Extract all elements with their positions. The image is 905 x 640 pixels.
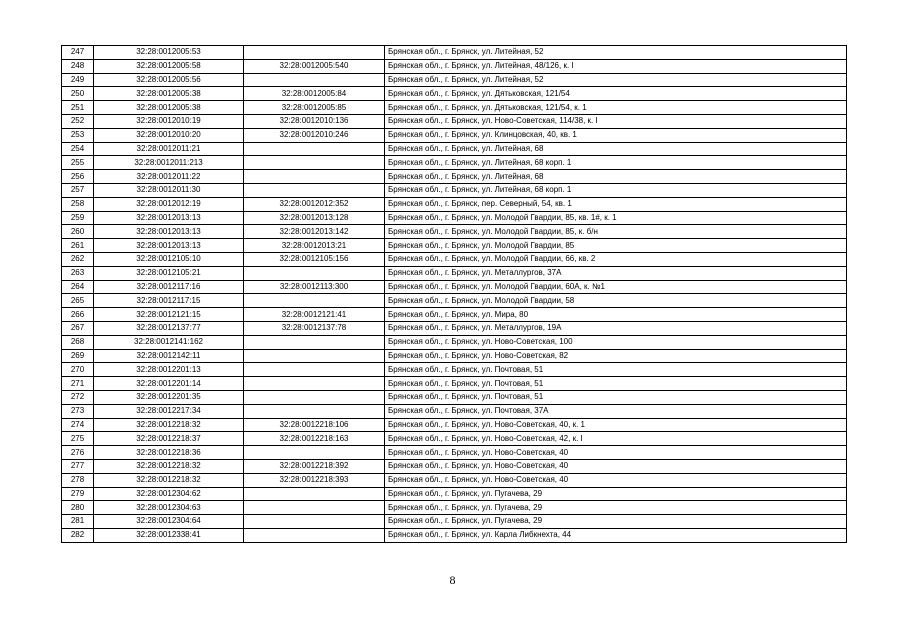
- row-number-cell: 274: [62, 418, 94, 432]
- cadastral-parcel-cell: 32:28:0012117:15: [94, 294, 244, 308]
- table-row: [62, 101, 847, 115]
- row-number-cell: 266: [62, 308, 94, 322]
- cadastral-parcel-cell: 32:28:0012013:13: [94, 211, 244, 225]
- cadastral-parcel-cell: 32:28:0012011:21: [94, 142, 244, 156]
- address-cell: Брянская обл., г. Брянск, ул. Молодой Гвардии, 85, кв. 1#, к. 1: [385, 211, 847, 225]
- cadastral-parcel-cell: 32:28:0012005:38: [94, 101, 244, 115]
- address-cell: Брянская обл., г. Брянск, ул. Металлургов, 19А: [385, 321, 847, 335]
- cadastral-object-cell: [244, 515, 385, 529]
- cadastral-parcel-cell: 32:28:0012013:13: [94, 239, 244, 253]
- cadastral-parcel-cell: 32:28:0012201:35: [94, 390, 244, 404]
- cadastral-parcel-cell: 32:28:0012121:15: [94, 308, 244, 322]
- address-cell: Брянская обл., г. Брянск, ул. Молодой Гвардии, 60А, к. №1: [385, 280, 847, 294]
- address-cell: Брянская обл., г. Брянск, ул. Почтовая, 51: [385, 390, 847, 404]
- address-cell: Брянская обл., г. Брянск, пер. Северный, 54, кв. 1: [385, 197, 847, 211]
- registry-table: [61, 45, 847, 543]
- cadastral-object-cell: 32:28:0012012:352: [244, 197, 385, 211]
- cadastral-parcel-cell: 32:28:0012117:16: [94, 280, 244, 294]
- cadastral-object-cell: 32:28:0012218:392: [244, 459, 385, 473]
- table-row: [62, 114, 847, 128]
- table-row: [62, 459, 847, 473]
- address-cell: Брянская обл., г. Брянск, ул. Мира, 80: [385, 308, 847, 322]
- cadastral-parcel-cell: 32:28:0012011:213: [94, 156, 244, 170]
- cadastral-object-cell: [244, 349, 385, 363]
- address-cell: Брянская обл., г. Брянск, ул. Молодой Гвардии, 85, к. б/н: [385, 225, 847, 239]
- row-number-cell: 259: [62, 211, 94, 225]
- cadastral-object-cell: [244, 501, 385, 515]
- table-row: [62, 197, 847, 211]
- cadastral-object-cell: [244, 73, 385, 87]
- address-cell: Брянская обл., г. Брянск, ул. Ново-Советская, 82: [385, 349, 847, 363]
- address-cell: Брянская обл., г. Брянск, ул. Почтовая, 37А: [385, 404, 847, 418]
- cadastral-parcel-cell: 32:28:0012217:34: [94, 404, 244, 418]
- row-number-cell: 250: [62, 87, 94, 101]
- row-number-cell: 247: [62, 46, 94, 60]
- cadastral-parcel-cell: 32:28:0012218:32: [94, 459, 244, 473]
- cadastral-parcel-cell: 32:28:0012011:22: [94, 170, 244, 184]
- cadastral-object-cell: [244, 487, 385, 501]
- cadastral-parcel-cell: 32:28:0012218:36: [94, 446, 244, 460]
- table-row: [62, 128, 847, 142]
- row-number-cell: 271: [62, 377, 94, 391]
- table-row: [62, 418, 847, 432]
- cadastral-object-cell: 32:28:0012113:300: [244, 280, 385, 294]
- row-number-cell: 256: [62, 170, 94, 184]
- address-cell: Брянская обл., г. Брянск, ул. Почтовая, 51: [385, 377, 847, 391]
- cadastral-object-cell: 32:28:0012218:106: [244, 418, 385, 432]
- registry-table-body: [62, 46, 847, 543]
- table-row: [62, 252, 847, 266]
- row-number-cell: 277: [62, 459, 94, 473]
- row-number-cell: 252: [62, 114, 94, 128]
- cadastral-parcel-cell: 32:28:0012304:64: [94, 515, 244, 529]
- table-row: [62, 390, 847, 404]
- cadastral-object-cell: 32:28:0012005:84: [244, 87, 385, 101]
- row-number-cell: 282: [62, 528, 94, 542]
- table-row: [62, 170, 847, 184]
- cadastral-parcel-cell: 32:28:0012141:162: [94, 335, 244, 349]
- cadastral-object-cell: 32:28:0012013:21: [244, 239, 385, 253]
- address-cell: Брянская обл., г. Брянск, ул. Ново-Советская, 40: [385, 459, 847, 473]
- table-row: [62, 308, 847, 322]
- cadastral-object-cell: 32:28:0012013:142: [244, 225, 385, 239]
- address-cell: Брянская обл., г. Брянск, ул. Ново-Советская, 40, к. 1: [385, 418, 847, 432]
- address-cell: Брянская обл., г. Брянск, ул. Молодой Гвардии, 85: [385, 239, 847, 253]
- table-row: [62, 225, 847, 239]
- cadastral-parcel-cell: 32:28:0012010:20: [94, 128, 244, 142]
- cadastral-object-cell: [244, 142, 385, 156]
- address-cell: Брянская обл., г. Брянск, ул. Ново-Советская, 100: [385, 335, 847, 349]
- address-cell: Брянская обл., г. Брянск, ул. Литейная, 52: [385, 73, 847, 87]
- cadastral-parcel-cell: 32:28:0012218:37: [94, 432, 244, 446]
- row-number-cell: 276: [62, 446, 94, 460]
- address-cell: Брянская обл., г. Брянск, ул. Литейная, 68 корп. 1: [385, 156, 847, 170]
- cadastral-parcel-cell: 32:28:0012011:30: [94, 183, 244, 197]
- row-number-cell: 261: [62, 239, 94, 253]
- address-cell: Брянская обл., г. Брянск, ул. Дятьковская, 121/54, к. 1: [385, 101, 847, 115]
- cadastral-parcel-cell: 32:28:0012012:19: [94, 197, 244, 211]
- cadastral-parcel-cell: 32:28:0012218:32: [94, 473, 244, 487]
- address-cell: Брянская обл., г. Брянск, ул. Пугачева, 29: [385, 515, 847, 529]
- cadastral-parcel-cell: 32:28:0012005:38: [94, 87, 244, 101]
- row-number-cell: 263: [62, 266, 94, 280]
- cadastral-object-cell: [244, 377, 385, 391]
- table-row: [62, 377, 847, 391]
- table-row: [62, 335, 847, 349]
- cadastral-parcel-cell: 32:28:0012005:56: [94, 73, 244, 87]
- row-number-cell: 269: [62, 349, 94, 363]
- table-row: [62, 515, 847, 529]
- cadastral-object-cell: 32:28:0012005:85: [244, 101, 385, 115]
- row-number-cell: 275: [62, 432, 94, 446]
- row-number-cell: 280: [62, 501, 94, 515]
- cadastral-parcel-cell: 32:28:0012013:13: [94, 225, 244, 239]
- address-cell: Брянская обл., г. Брянск, ул. Почтовая, 51: [385, 363, 847, 377]
- address-cell: Брянская обл., г. Брянск, ул. Литейная, 48/126, к. I: [385, 59, 847, 73]
- row-number-cell: 251: [62, 101, 94, 115]
- cadastral-parcel-cell: 32:28:0012338:41: [94, 528, 244, 542]
- table-row: [62, 266, 847, 280]
- address-cell: Брянская обл., г. Брянск, ул. Пугачева, 29: [385, 501, 847, 515]
- table-row: [62, 59, 847, 73]
- cadastral-parcel-cell: 32:28:0012105:10: [94, 252, 244, 266]
- table-row: [62, 363, 847, 377]
- cadastral-parcel-cell: 32:28:0012137:77: [94, 321, 244, 335]
- cadastral-object-cell: 32:28:0012005:540: [244, 59, 385, 73]
- cadastral-object-cell: [244, 183, 385, 197]
- cadastral-object-cell: 32:28:0012218:163: [244, 432, 385, 446]
- cadastral-object-cell: [244, 363, 385, 377]
- row-number-cell: 255: [62, 156, 94, 170]
- cadastral-object-cell: [244, 335, 385, 349]
- address-cell: Брянская обл., г. Брянск, ул. Клинцовская, 40, кв. 1: [385, 128, 847, 142]
- address-cell: Брянская обл., г. Брянск, ул. Металлургов, 37А: [385, 266, 847, 280]
- row-number-cell: 272: [62, 390, 94, 404]
- address-cell: Брянская обл., г. Брянск, ул. Литейная, 68: [385, 142, 847, 156]
- row-number-cell: 248: [62, 59, 94, 73]
- row-number-cell: 265: [62, 294, 94, 308]
- address-cell: Брянская обл., г. Брянск, ул. Молодой Гвардии, 66, кв. 2: [385, 252, 847, 266]
- row-number-cell: 264: [62, 280, 94, 294]
- table-row: [62, 211, 847, 225]
- table-row: [62, 473, 847, 487]
- table-row: [62, 487, 847, 501]
- address-cell: Брянская обл., г. Брянск, ул. Литейная, 68 корп. 1: [385, 183, 847, 197]
- row-number-cell: 254: [62, 142, 94, 156]
- table-row: [62, 321, 847, 335]
- table-row: [62, 294, 847, 308]
- cadastral-object-cell: 32:28:0012121:41: [244, 308, 385, 322]
- row-number-cell: 257: [62, 183, 94, 197]
- row-number-cell: 268: [62, 335, 94, 349]
- table-row: [62, 156, 847, 170]
- address-cell: Брянская обл., г. Брянск, ул. Литейная, 68: [385, 170, 847, 184]
- table-row: [62, 239, 847, 253]
- cadastral-object-cell: [244, 528, 385, 542]
- row-number-cell: 258: [62, 197, 94, 211]
- cadastral-object-cell: 32:28:0012010:136: [244, 114, 385, 128]
- cadastral-parcel-cell: 32:28:0012201:14: [94, 377, 244, 391]
- row-number-cell: 267: [62, 321, 94, 335]
- cadastral-parcel-cell: 32:28:0012105:21: [94, 266, 244, 280]
- row-number-cell: 262: [62, 252, 94, 266]
- cadastral-parcel-cell: 32:28:0012142:11: [94, 349, 244, 363]
- cadastral-object-cell: [244, 404, 385, 418]
- address-cell: Брянская обл., г. Брянск, ул. Дятьковская, 121/54: [385, 87, 847, 101]
- cadastral-object-cell: [244, 156, 385, 170]
- row-number-cell: 281: [62, 515, 94, 529]
- cadastral-object-cell: [244, 266, 385, 280]
- cadastral-object-cell: [244, 390, 385, 404]
- address-cell: Брянская обл., г. Брянск, ул. Ново-Советская, 40: [385, 446, 847, 460]
- cadastral-parcel-cell: 32:28:0012218:32: [94, 418, 244, 432]
- table-row: [62, 280, 847, 294]
- table-row: [62, 432, 847, 446]
- table-row: [62, 501, 847, 515]
- cadastral-object-cell: [244, 446, 385, 460]
- cadastral-object-cell: 32:28:0012010:246: [244, 128, 385, 142]
- cadastral-object-cell: 32:28:0012137:78: [244, 321, 385, 335]
- address-cell: Брянская обл., г. Брянск, ул. Молодой Гвардии, 58: [385, 294, 847, 308]
- page-number: 8: [449, 573, 456, 587]
- row-number-cell: 249: [62, 73, 94, 87]
- cadastral-parcel-cell: 32:28:0012005:58: [94, 59, 244, 73]
- cadastral-object-cell: 32:28:0012218:393: [244, 473, 385, 487]
- table-row: [62, 404, 847, 418]
- table-row: [62, 142, 847, 156]
- row-number-cell: 270: [62, 363, 94, 377]
- table-row: [62, 73, 847, 87]
- table-row: [62, 349, 847, 363]
- cadastral-parcel-cell: 32:28:0012304:62: [94, 487, 244, 501]
- row-number-cell: 279: [62, 487, 94, 501]
- cadastral-parcel-cell: 32:28:0012304:63: [94, 501, 244, 515]
- table-row: [62, 46, 847, 60]
- address-cell: Брянская обл., г. Брянск, ул. Пугачева, 29: [385, 487, 847, 501]
- address-cell: Брянская обл., г. Брянск, ул. Ново-Советская, 40: [385, 473, 847, 487]
- table-row: [62, 183, 847, 197]
- address-cell: Брянская обл., г. Брянск, ул. Ново-Советская, 42, к. I: [385, 432, 847, 446]
- cadastral-object-cell: [244, 294, 385, 308]
- table-row: [62, 446, 847, 460]
- table-row: [62, 528, 847, 542]
- row-number-cell: 273: [62, 404, 94, 418]
- table-row: [62, 87, 847, 101]
- cadastral-parcel-cell: 32:28:0012005:53: [94, 46, 244, 60]
- cadastral-object-cell: 32:28:0012013:128: [244, 211, 385, 225]
- address-cell: Брянская обл., г. Брянск, ул. Ново-Советская, 114/38, к. I: [385, 114, 847, 128]
- row-number-cell: 253: [62, 128, 94, 142]
- cadastral-object-cell: 32:28:0012105:156: [244, 252, 385, 266]
- address-cell: Брянская обл., г. Брянск, ул. Литейная, 52: [385, 46, 847, 60]
- row-number-cell: 260: [62, 225, 94, 239]
- cadastral-parcel-cell: 32:28:0012010:19: [94, 114, 244, 128]
- cadastral-parcel-cell: 32:28:0012201:13: [94, 363, 244, 377]
- row-number-cell: 278: [62, 473, 94, 487]
- cadastral-object-cell: [244, 46, 385, 60]
- address-cell: Брянская обл., г. Брянск, ул. Карла Либкнехта, 44: [385, 528, 847, 542]
- cadastral-object-cell: [244, 170, 385, 184]
